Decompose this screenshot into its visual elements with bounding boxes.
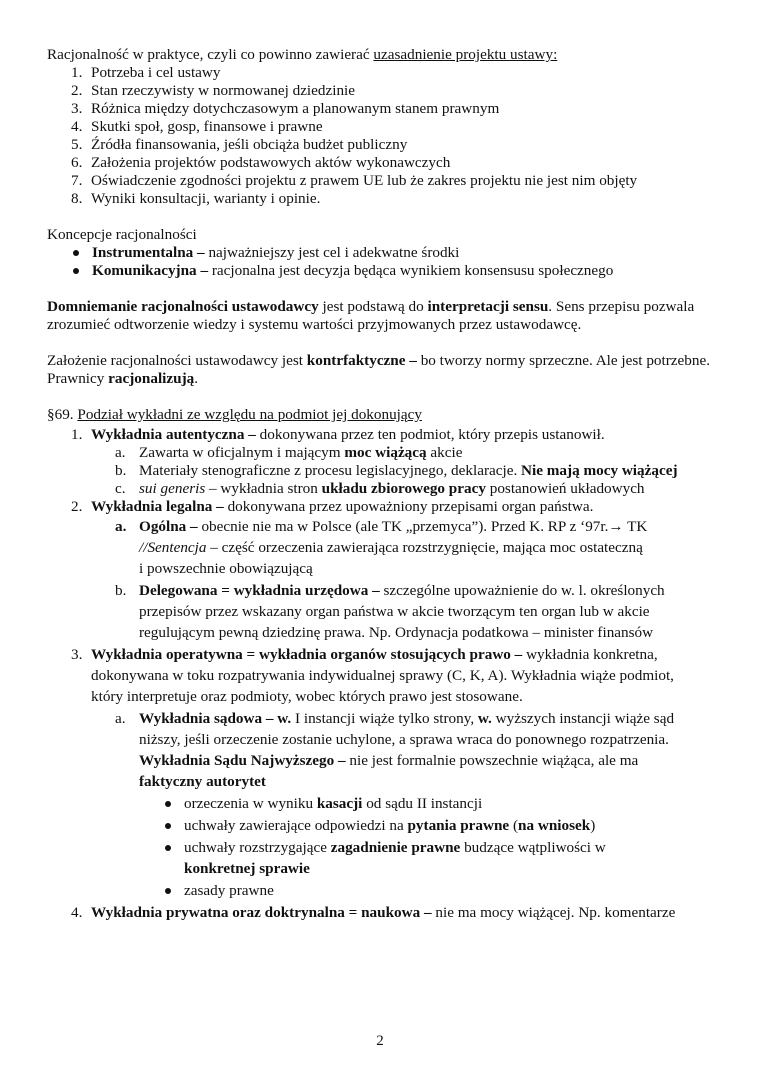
list-item-continuation: niższy, jeśli orzeczenie zostanie uchylone, a sprawa wraca do ponownego rozpatrzenia. bbox=[139, 731, 669, 748]
list-item: a. Zawarta w oficjalnym i mającym moc wiążącą akcie bbox=[115, 444, 463, 461]
list-item: a. Ogólna – obecnie nie ma w Polsce (ale TK „przemyca”). Przed K. RP z ‘97r.→ TK bbox=[115, 518, 648, 535]
bullet-icon bbox=[165, 801, 171, 807]
list-item: 8. Wyniki konsultacji, warianty i opinie. bbox=[71, 190, 321, 207]
list-item: 3. Wykładnia operatywna = wykładnia organów stosujących prawo – wykładnia konkretna, bbox=[71, 646, 658, 663]
list-item: 5. Źródła finansowania, jeśli obciąża budżet publiczny bbox=[71, 136, 408, 153]
list-item-continuation: Wykładnia Sądu Najwyższego – nie jest formalnie powszechnie wiążąca, ale ma bbox=[139, 752, 639, 769]
intro-underlined: uzasadnienie projektu ustawy: bbox=[373, 46, 558, 63]
list-item: 4. Wykładnia prywatna oraz doktrynalna = naukowa – nie ma mocy wiążącej. Np. komentarze bbox=[71, 904, 676, 921]
list-item: 2. Wykładnia legalna – dokonywana przez upoważniony przepisami organ państwa. bbox=[71, 498, 594, 515]
list-item: b. Delegowana = wykładnia urzędowa – szczególne upoważnienie do w. l. określonych bbox=[115, 582, 665, 599]
list-item: 4. Skutki społ, gosp, finansowe i prawne bbox=[71, 118, 323, 135]
list-item-continuation: i powszechnie obowiązującą bbox=[139, 560, 313, 577]
list-item: 2. Stan rzeczywisty w normowanej dziedzinie bbox=[71, 82, 356, 99]
domniemanie-paragraph: Domniemanie racjonalności ustawodawcy jest podstawą do interpretacji sensu. Sens przepisu pozwala zrozumieć odtworzenie wiedzy i systemu wartości przyjmowanych przez ustawodawcę. bbox=[47, 298, 695, 333]
bullet-icon bbox=[165, 845, 171, 851]
list-item: 1. Potrzeba i cel ustawy bbox=[71, 64, 221, 81]
list-item: 3. Różnica między dotychczasowym a planowanym stanem prawnym bbox=[71, 100, 500, 117]
list-item-continuation: //Sentencja – część orzeczenia zawierająca rozstrzygnięcie, mająca moc ostateczną bbox=[139, 539, 643, 556]
list-item: b. Materiały stenograficzne z procesu legislacyjnego, deklaracje. Nie mają mocy wiążącej bbox=[115, 462, 678, 479]
list-item-continuation: dokonywana w toku rozpatrywania indywidualnej sprawy (C, K, A). Wykładnia wiąże podmiot, bbox=[91, 667, 674, 684]
list-item: c. sui generis – wykładnia stron układu zbiorowego pracy postanowień układowych bbox=[115, 480, 645, 497]
koncepcje-heading: Koncepcje racjonalności bbox=[47, 226, 197, 243]
list-item: orzeczenia w wyniku kasacji od sądu II instancji bbox=[47, 795, 715, 813]
list-item-continuation: który interpretuje oraz podmioty, wobec których prawo jest stosowane. bbox=[91, 688, 523, 705]
list-item: uchwały zawierające odpowiedzi na pytania prawne (na wniosek) bbox=[47, 817, 715, 835]
list-item-continuation: przepisów przez wskazany organ państwa w akcie tworzącym ten organ lub w akcie bbox=[139, 603, 650, 620]
section-heading: §69. Podział wykładni ze względu na podmiot jej dokonujący bbox=[47, 406, 422, 423]
bullet-icon bbox=[73, 250, 79, 256]
document-page bbox=[47, 46, 715, 922]
list-item: 7. Oświadczenie zgodności projektu z prawem UE lub że zakres projektu nie jest nim objęty bbox=[71, 172, 638, 189]
intro-line: Racjonalność w praktyce, czyli co powinno zawierać uzasadnienie projektu ustawy: bbox=[47, 46, 558, 63]
list-item: uchwały rozstrzygające zagadnienie prawne budzące wątpliwości w bbox=[47, 839, 715, 857]
uzasadnienie-list bbox=[47, 64, 715, 208]
list-item-continuation: regulującym pewną dziedzinę prawa. Np. Ordynacja podatkowa – minister finansów bbox=[139, 624, 654, 641]
list-item: Instrumentalna – najważniejszy jest cel i adekwatne środki bbox=[47, 244, 715, 262]
list-item-continuation: konkretnej sprawie bbox=[184, 860, 310, 877]
list-item: zasady prawne bbox=[47, 882, 715, 900]
list-item-continuation: faktyczny autorytet bbox=[139, 773, 266, 790]
list-item: 6. Założenia projektów podstawowych aktów wykonawczych bbox=[71, 154, 451, 171]
page-number: 2 bbox=[376, 1033, 384, 1049]
list-item: Komunikacyjna – racjonalna jest decyzja będąca wynikiem konsensusu społecznego bbox=[47, 262, 715, 280]
bullet-icon bbox=[165, 823, 171, 829]
list-item: a. Wykładnia sądowa – w. I instancji wiąże tylko strony, w. wyższych instancji wiąże sąd bbox=[115, 710, 675, 727]
zalozenie-paragraph: Założenie racjonalności ustawodawcy jest kontrfaktyczne – bo tworzy normy sprzeczne. Ale jest potrzebne. Prawnicy racjonalizują. bbox=[47, 352, 710, 387]
bullet-icon bbox=[73, 268, 79, 274]
list-item: 1. Wykładnia autentyczna – dokonywana przez ten podmiot, który przepis ustanowił. bbox=[71, 426, 605, 443]
bullet-icon bbox=[165, 888, 171, 894]
